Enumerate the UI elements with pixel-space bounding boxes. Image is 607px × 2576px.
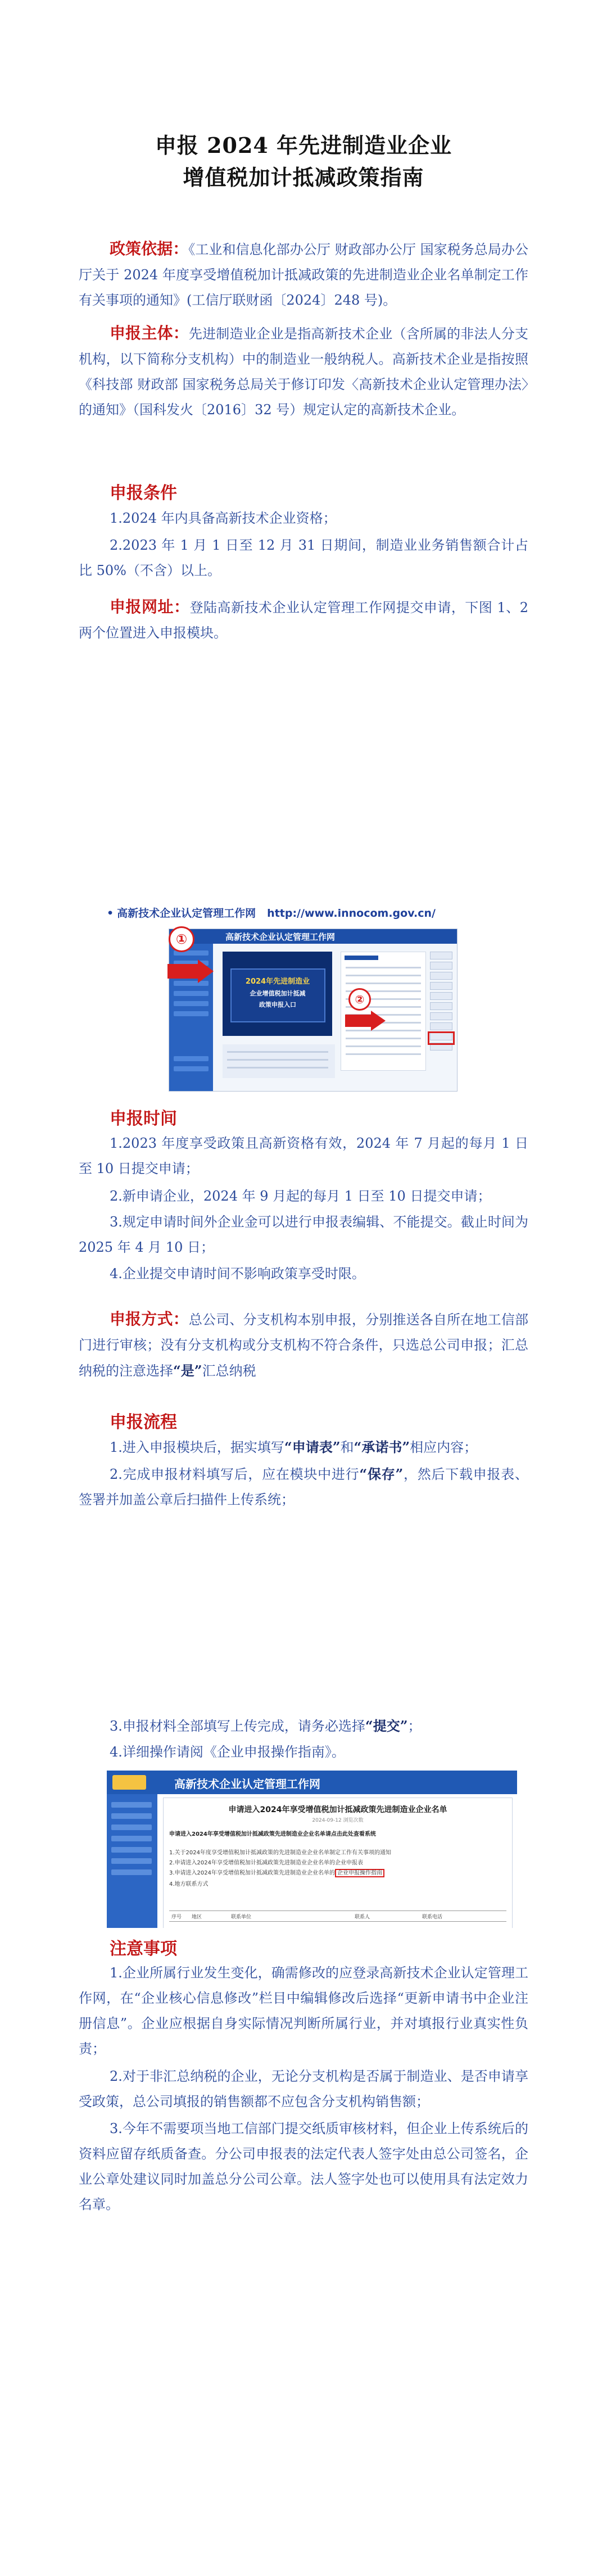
process-text: 2.完成申报材料填写后，应在模块中进行 [110,1466,360,1482]
sidebar-item[interactable] [111,1858,152,1864]
sidebar-item[interactable] [174,1066,209,1071]
subject-paragraph [79,320,528,423]
method-text: 总公司、分支机构本别申报，分别推送各自所在地工信部门进行审核；没有分支机构或分支机构不符合条件，只选总公司申报；汇总纳税的注意选择 [79,1312,528,1379]
side-button[interactable] [430,992,452,1000]
side-button[interactable] [430,1002,452,1010]
site-title: 高新技术企业认定管理工作网 [225,932,336,942]
side-button[interactable] [430,1022,452,1030]
time-item: 2.新申请企业，2024 年 9 月起的每月 1 日至 10 日提交申请； [110,1188,491,1204]
marker-1-icon: ① [169,926,194,952]
sidebar-item[interactable] [111,1825,152,1830]
notice-line[interactable] [346,1038,421,1039]
figure-1-caption-text: 高新技术企业认定管理工作网 [117,907,256,920]
document-meta: 2024-09-12 浏览次数 [312,1818,364,1823]
sidebar-item[interactable] [111,1847,152,1853]
document-title: 申请进入2024年享受增值税加计抵减政策先进制造业企业名单 [228,1805,447,1814]
method-emphasis: “是” [173,1362,202,1379]
attachment-link[interactable]: 2.申请进入2024年享受增值税加计抵减政策先进制造业企业名单的企业申报表 [169,1860,363,1866]
site-sidebar [107,1794,157,1928]
figure-1-caption [107,905,436,927]
banner-line1: 企业增值税加计抵减 [250,990,306,997]
notice-header [345,956,378,960]
time-item: 3.规定申请时间外企业金可以进行申报表编辑、不能提交。截止时间为 2025 年 4 月 10 日； [79,1214,528,1255]
sidebar-item[interactable] [174,1011,209,1016]
conditions-item: 2.2023 年 1 月 1 日至 12 月 31 日期间，制造业业务销售额合计占比 50%（不含）以上。 [79,537,528,578]
process-text: ； [407,1718,422,1734]
process-text: 3.申报材料全部填写上传完成，请务必选择 [110,1718,365,1734]
table-header-cell: 联系单位 [231,1914,252,1920]
sidebar-item[interactable] [111,1802,152,1808]
conditions-heading: 申报条件 [110,483,177,503]
website-screenshot-1 [169,929,457,1092]
document-subtitle: 申请进入2024年享受增值税加计抵减政策先进制造业企业名单请点击此处查看系统 [169,1831,376,1837]
notice-line[interactable] [346,1045,421,1047]
attachment-text: 3.申请进入2024年享受增值税加计抵减政策先进制造业企业名单的 [169,1870,335,1876]
process-item-2 [79,1461,528,1513]
notice-document [163,1798,513,1928]
process-text: 相应内容； [410,1439,478,1455]
site-logo [112,1775,146,1790]
notes-item: 3.今年不需要项当地工信部门提交纸质审核材料，但企业上传系统后的资料应留存纸质备查。分公司申报表的法定代表人签字处由总公司签名，企业公章处建议同时加盖总分公司公章。法人签字处也可以使用具有法定效力名章。 [79,2121,528,2212]
bullet-icon: • [107,907,114,920]
policy-basis-text: 《工业和信息化部办公厅 财政部办公厅 国家税务总局办公厅关于 2024 年度享受增值税加计抵减政策的先进制造业企业名单制定工作有关事项的通知》(工信厅联财函〔2024〕248 号)。 [79,242,528,308]
process-item-3 [79,1713,528,1739]
page-title-line2: 增值税加计抵减政策指南 [183,165,424,190]
contact-table-header [169,1911,506,1922]
side-button[interactable] [430,972,452,980]
footer-line [227,1067,328,1069]
attachment-link[interactable] [169,1868,384,1876]
page-title-line1: 申报 2024 年先进制造业企业 [155,133,452,158]
notice-line[interactable] [346,975,421,976]
time-heading: 申报时间 [110,1109,177,1129]
notice-line[interactable] [346,983,421,984]
sidebar-item[interactable] [174,1001,209,1006]
red-arrow-icon [343,1009,388,1032]
process-quote: “申请表” [284,1439,341,1455]
time-item: 1.2023 年度享受政策且高新资格有效，2024 年 7 月起的每月 1 日至 10 日提交申请； [79,1135,528,1176]
banner-year: 2024年先进制造业 [245,977,310,986]
process-item-4: 4.详细操作请阅《企业申报操作指南》。 [110,1744,345,1760]
footer-line [227,1051,328,1053]
notes-item: 1.企业所属行业发生变化，确需修改的应登录高新技术企业认定管理工作网，在“企业核心信息修改”栏目中编辑修改后选择“更新申请书中企业注册信息”。企业应根据自身实际情况判断所属行业，并对填报行业真实性负责； [79,1965,528,2057]
notice-line[interactable] [346,1053,421,1055]
process-item-1 [79,1434,528,1460]
process-text: 和 [340,1439,354,1455]
subject-label: 申报主体： [110,324,189,342]
marker-2-icon: ② [348,988,371,1011]
site-footer [223,1044,335,1078]
site-header [107,1771,517,1794]
attachment-link[interactable]: 4.地方联系方式 [169,1881,209,1887]
figure-1-url[interactable]: http://www.innocom.gov.cn/ [267,907,436,920]
policy-basis-label: 政策依据： [110,239,189,258]
notes-item: 2.对于非汇总纳税的企业，无论分支机构是否属于制造业、是否申请享受政策，总公司填报的销售额都不应包含分支机构销售额； [79,2068,528,2109]
operation-guide-link[interactable]: 企业申报操作指南 [335,1869,384,1877]
table-header-cell: 联系人 [355,1914,370,1920]
sidebar-item[interactable] [111,1869,152,1875]
website-text: 登陆高新技术企业认定管理工作网提交申请，下图 1、2 两个位置进入申报模块。 [79,600,528,641]
side-button[interactable] [430,952,452,959]
attachment-link[interactable]: 1.关于2024年度享受增值税加计抵减政策的先进制造业企业名单制定工作有关事项的通知 [169,1850,391,1856]
subject-text: 先进制造业企业是指高新技术企业（含所属的非法人分支机构，以下简称分支机构）中的制造业一般纳税人。高新技术企业是指按照《科技部 财政部 国家税务总局关于修订印发〈高新技术企业认定管理办法〉的通知》（国科发火〔2016〕32 号）规定认定的高新技术企业。 [79,326,528,418]
right-button-column [429,952,452,1070]
notice-line[interactable] [346,967,421,968]
table-header-cell: 地区 [192,1914,202,1920]
site-header [169,929,457,944]
website-label: 申报网址： [110,597,190,616]
sidebar-item[interactable] [111,1836,152,1841]
website-paragraph [79,594,528,646]
banner-panel [230,968,325,1022]
notes-heading: 注意事项 [110,1939,177,1959]
process-quote: “提交” [365,1718,408,1734]
banner-line2: 政策申报入口 [259,1001,296,1008]
process-quote: “承诺书” [354,1439,410,1455]
process-text: ，然后下载申报表、签署并加盖公章后扫描件上传系统； [79,1466,528,1507]
method-label: 申报方式： [110,1310,189,1328]
policy-basis-paragraph [79,236,528,313]
declaration-banner[interactable] [223,952,332,1036]
sidebar-item[interactable] [174,1056,209,1061]
method-paragraph [79,1306,528,1384]
figure-1 [107,905,466,1090]
time-item: 4.企业提交申请时间不影响政策享受时限。 [110,1266,365,1282]
table-header-cell: 序号 [171,1914,182,1920]
sidebar-item[interactable] [111,1813,152,1819]
process-text: 1.进入申报模块后，据实填写 [110,1439,284,1455]
side-button[interactable] [430,982,452,990]
highlight-box [428,1031,455,1045]
conditions-item: 1.2024 年内具备高新技术企业资格； [110,510,337,526]
process-heading: 申报流程 [110,1413,177,1432]
method-text-after: 汇总纳税 [202,1363,256,1379]
footer-line [227,1059,328,1061]
figure-2 [107,1771,517,1928]
red-arrow-icon [165,958,216,984]
side-button[interactable] [430,1012,452,1020]
site-title: 高新技术企业认定管理工作网 [174,1777,320,1791]
side-button[interactable] [430,962,452,970]
process-quote: “保存” [359,1466,404,1482]
sidebar-item[interactable] [174,991,209,996]
table-header-cell: 联系电话 [422,1914,443,1920]
